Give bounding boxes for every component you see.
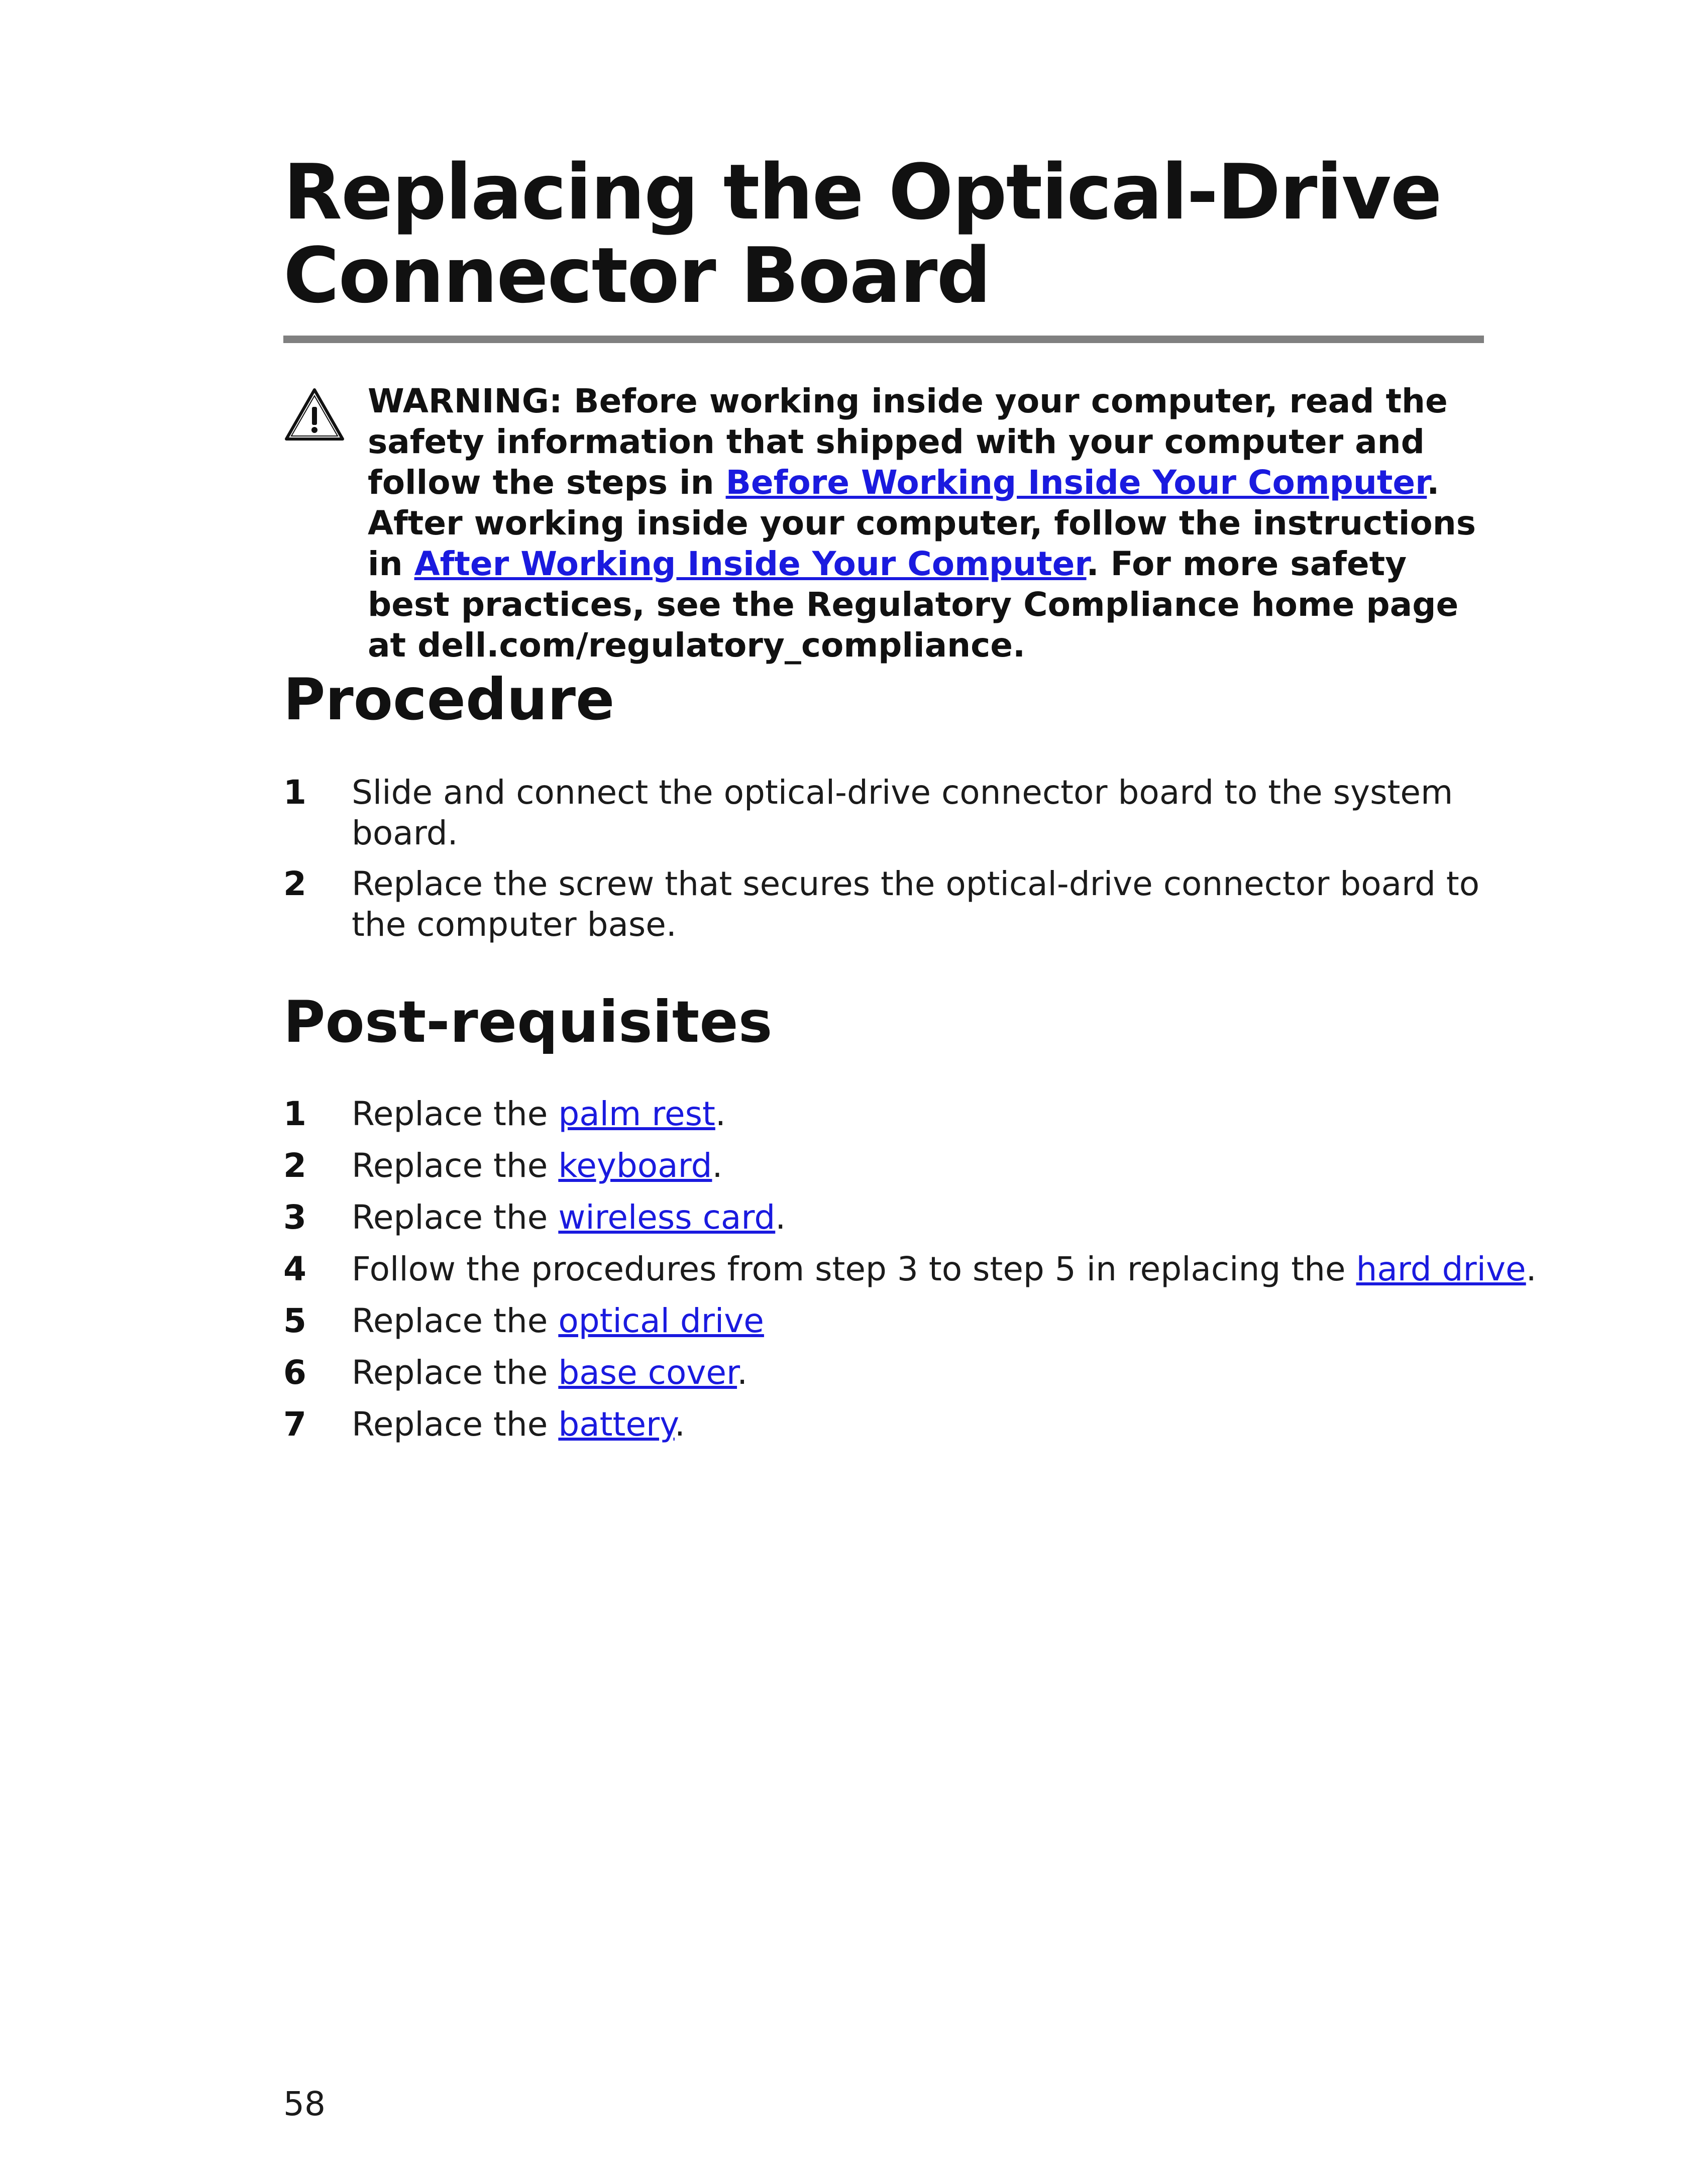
link-optical-drive[interactable]: optical drive — [558, 1301, 764, 1340]
warning-triangle-icon — [283, 387, 346, 442]
step-number: 2 — [283, 864, 306, 903]
step-text-part: . — [737, 1353, 748, 1392]
list-item — [283, 1094, 1484, 1145]
warning-text — [368, 381, 1484, 666]
step-number: 1 — [283, 773, 306, 812]
step-text-part: . — [715, 1095, 726, 1133]
step-number: 2 — [283, 1146, 306, 1185]
step-text-part: . — [775, 1198, 786, 1237]
step-number: 3 — [283, 1198, 306, 1237]
step-number: 5 — [283, 1301, 306, 1340]
list-item — [283, 1145, 1484, 1197]
step-text — [352, 1146, 722, 1185]
page-number: 58 — [283, 2085, 326, 2123]
step-number: 7 — [283, 1405, 306, 1444]
link-keyboard[interactable]: keyboard — [558, 1146, 712, 1185]
link-wireless-card[interactable]: wireless card — [558, 1198, 776, 1237]
step-text — [352, 1301, 764, 1340]
link-hard-drive[interactable]: hard drive — [1356, 1250, 1526, 1288]
list-item — [283, 772, 1484, 853]
step-text-part: Replace the — [352, 1301, 559, 1340]
step-text: Replace the screw that secures the optical-drive connector board to the computer base. — [352, 864, 1480, 944]
step-text-part: . — [1526, 1250, 1537, 1288]
step-text-part: Follow the procedures from step 3 to step 5 in replacing the — [352, 1250, 1356, 1288]
list-item — [283, 1300, 1484, 1352]
step-text: Slide and connect the optical-drive connector board to the system board. — [352, 773, 1453, 852]
list-item — [283, 1404, 1484, 1456]
link-palm-rest[interactable]: palm rest — [558, 1095, 715, 1133]
warning-text-part: . After working inside your computer, follow the instructions in — [368, 463, 1476, 583]
warning-text-part: WARNING: Before working inside your computer, read the safety information that shipped with your computer and follow the steps in — [368, 382, 1448, 502]
post-requisites-heading: Post-requisites — [283, 989, 773, 1055]
step-text-part: Replace the — [352, 1405, 559, 1444]
step-number: 4 — [283, 1250, 306, 1288]
step-text-part: Replace the — [352, 1198, 559, 1237]
list-item — [283, 863, 1484, 945]
title-divider — [283, 336, 1484, 343]
step-number: 1 — [283, 1095, 306, 1133]
list-item — [283, 1352, 1484, 1404]
step-text — [352, 1353, 748, 1392]
step-text — [352, 1095, 726, 1133]
page-title: Replacing the Optical-Drive Connector Board — [283, 148, 1441, 320]
step-number: 6 — [283, 1353, 306, 1392]
link-base-cover[interactable]: base cover — [558, 1353, 737, 1392]
link-after-working-inside[interactable]: After Working Inside Your Computer — [414, 544, 1087, 583]
step-text-part: Replace the — [352, 1095, 559, 1133]
step-text-part: . — [674, 1405, 685, 1444]
step-text-part: . — [712, 1146, 723, 1185]
step-text — [352, 1250, 1537, 1288]
list-item — [283, 1197, 1484, 1249]
procedure-steps — [283, 772, 1484, 955]
procedure-heading: Procedure — [283, 666, 615, 733]
step-text — [352, 1198, 786, 1237]
warning-text-part: . For more safety best practices, see the Regulatory Compliance home page at dell.com/regulatory_compliance. — [368, 544, 1459, 665]
step-text-part: Replace the — [352, 1146, 559, 1185]
link-battery[interactable]: battery — [558, 1405, 675, 1444]
list-item — [283, 1249, 1537, 1300]
step-text — [352, 1405, 685, 1444]
step-text-part: Replace the — [352, 1353, 559, 1392]
post-requisites-steps — [283, 1094, 1537, 1456]
link-before-working-inside[interactable]: Before Working Inside Your Computer — [725, 463, 1427, 502]
